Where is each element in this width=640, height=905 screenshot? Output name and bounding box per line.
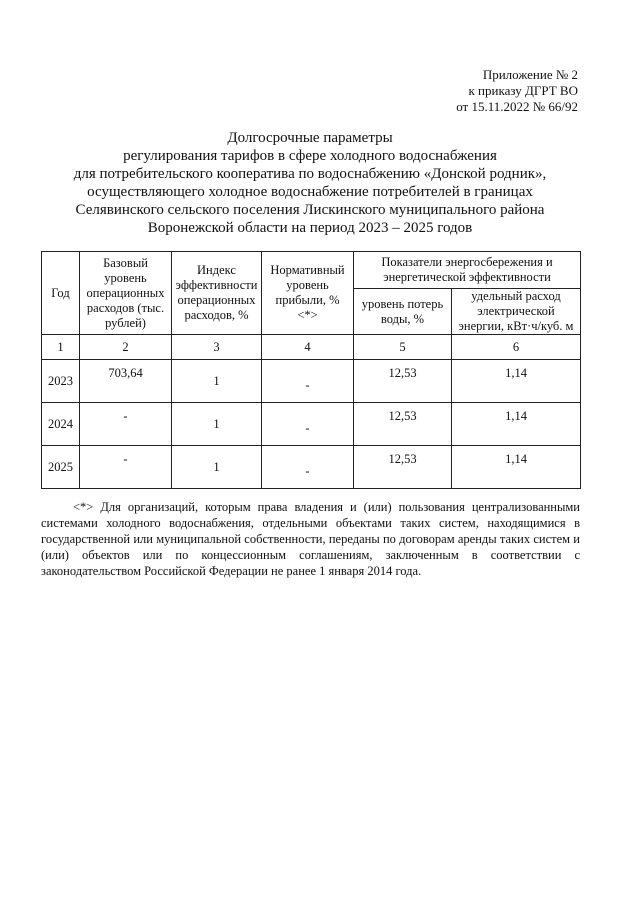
column-number: 3 [172, 335, 262, 360]
header-base-opex: Базовый уровень операционных расходов (тыс. рублей) [80, 252, 172, 335]
column-number: 5 [354, 335, 452, 360]
cell-water-loss: 12,53 [354, 403, 452, 446]
footnote: <*> Для организаций, которым права владения и (или) пользования централизованными системами холодного водоснабжения, отдельными объектами таких систем, находящимися в государственной или муниципальной собственности, переданы по договорам аренды таких систем и (или) объектов или по концессионным соглашениям, заключенным в соответствии с законодательством Российской Федерации не ранее 1 января 2014 года. [41, 500, 580, 578]
appendix-line-3: от 15.11.2022 № 66/92 [456, 99, 578, 114]
cell-efficiency-index: 1 [172, 360, 262, 403]
parameters-table [41, 251, 581, 489]
cell-year: 2023 [42, 360, 80, 403]
title-line-4: осуществляющего холодное водоснабжение потребителей в границах [87, 184, 533, 200]
column-number: 1 [42, 335, 80, 360]
header-energy-group: Показатели энергосбережения и энергетической эффективности [354, 252, 581, 289]
title-line-2: регулирования тарифов в сфере холодного водоснабжения [123, 148, 497, 164]
cell-base-opex: - [80, 446, 172, 489]
cell-specific-energy: 1,14 [452, 360, 581, 403]
table-row [42, 360, 581, 403]
cell-water-loss: 12,53 [354, 360, 452, 403]
cell-year: 2024 [42, 403, 80, 446]
cell-efficiency-index: 1 [172, 446, 262, 489]
table-row [42, 446, 581, 489]
column-number: 4 [262, 335, 354, 360]
appendix-block [456, 67, 578, 115]
cell-normative-profit: - [262, 446, 354, 489]
appendix-line-1: Приложение № 2 [482, 67, 578, 82]
cell-specific-energy: 1,14 [452, 446, 581, 489]
table-row [42, 403, 581, 446]
header-water-loss: уровень потерь воды, % [354, 289, 452, 335]
title-line-6: Воронежской области на период 2023 – 2025 годов [147, 220, 473, 236]
header-year: Год [42, 252, 80, 335]
cell-water-loss: 12,53 [354, 446, 452, 489]
cell-base-opex: 703,64 [80, 360, 172, 403]
cell-normative-profit: - [262, 403, 354, 446]
column-number: 6 [452, 335, 581, 360]
title-line-3: для потребительского кооператива по водоснабжению «Донской родник», [73, 166, 547, 182]
cell-specific-energy: 1,14 [452, 403, 581, 446]
appendix-line-2: к приказу ДГРТ ВО [468, 83, 578, 98]
header-normative-profit: Нормативный уровень прибыли, % <*> [262, 252, 354, 335]
column-number-row [42, 335, 581, 360]
title-line-5: Селявинского сельского поселения Лискинского муниципального района [75, 202, 545, 218]
cell-year: 2025 [42, 446, 80, 489]
cell-normative-profit: - [262, 360, 354, 403]
document-title [40, 129, 580, 237]
title-line-1: Долгосрочные параметры [227, 130, 393, 146]
column-number: 2 [80, 335, 172, 360]
header-specific-energy: удельный расход электрической энергии, кВт·ч/куб. м [452, 289, 581, 335]
cell-efficiency-index: 1 [172, 403, 262, 446]
cell-base-opex: - [80, 403, 172, 446]
header-efficiency-index: Индекс эффективности операционных расходов, % [172, 252, 262, 335]
